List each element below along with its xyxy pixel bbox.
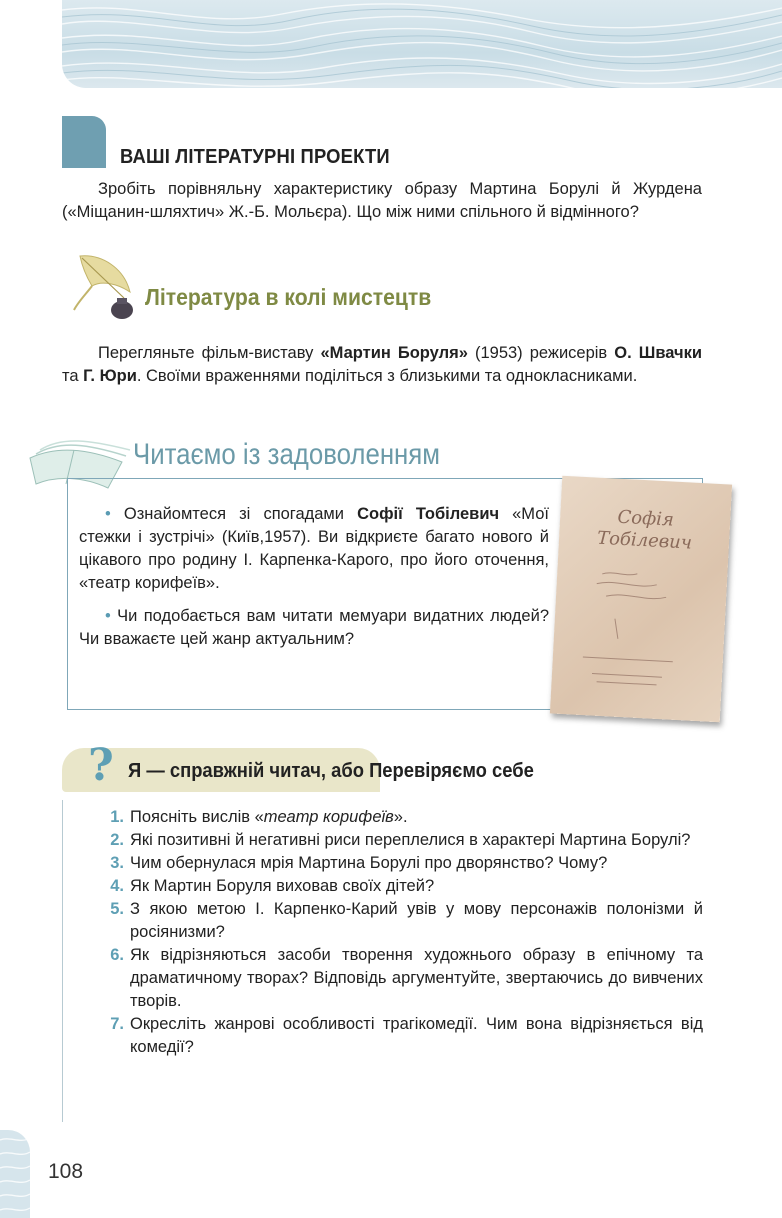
film-title: «Мартин Боруля» bbox=[320, 344, 468, 362]
footer-wave-decoration bbox=[0, 1130, 30, 1218]
art-heading: Література в колі мистецтв bbox=[145, 284, 432, 310]
quiz-number: 7. bbox=[110, 1015, 124, 1033]
question-mark-icon: ? bbox=[88, 740, 114, 791]
quiz-text: Які позитивні й негативні риси переплелися в характері Мартина Борулі? bbox=[130, 831, 691, 849]
director-name: О. Швачки bbox=[614, 344, 703, 362]
quiz-number: 3. bbox=[110, 854, 124, 872]
reading-bullet-2 bbox=[79, 605, 549, 651]
projects-paragraph: Зробіть порівняльну характеристику образу Мартина Борулі й Журдена («Міщанин-шляхтич» Ж.-Б. Мольєра). Що між ними спільного й відмінного? bbox=[62, 180, 702, 221]
art-text-part: (1953) режисерів bbox=[467, 344, 615, 362]
quiz-text: Окресліть жанрові особливості трагікомедії. Чим вона відрізняється від комедії? bbox=[130, 1015, 703, 1056]
reading-bullet-text: Чи подобається вам читати мемуари видатних людей? Чи вважаєте цей жанр актуальним? bbox=[79, 607, 549, 648]
reading-text bbox=[79, 503, 549, 651]
bullet-icon: • bbox=[105, 505, 124, 523]
quiz-text: Як Мартин Боруля виховав своїх дітей? bbox=[130, 877, 435, 895]
reading-bullet-1 bbox=[79, 503, 549, 595]
projects-text bbox=[62, 178, 702, 224]
cover-author: Софія Тобілевич bbox=[596, 506, 693, 554]
quiz-text bbox=[130, 806, 703, 829]
quiz-number: 2. bbox=[110, 831, 124, 849]
quiz-item bbox=[98, 806, 703, 829]
quiz-heading: Я — справжній читач, або Перевіряємо себе bbox=[128, 760, 534, 782]
memoir-book-cover-image bbox=[550, 476, 732, 723]
art-text-part: . Своїми враженнями поділіться з близькими та однокласниками. bbox=[136, 367, 638, 385]
quiz-text: Чим обернулася мрія Мартина Борулі про дворянство? Чому? bbox=[130, 854, 608, 872]
quiz-number: 1. bbox=[110, 808, 124, 826]
reading-bullet-text: «Мої стежки і зустрічі» (Київ,1957). Ви відкриєте багато нового й цікавого про родину І. Карпенка-Карого, про його оточення, «театр корифеїв». bbox=[79, 505, 550, 592]
art-text-part: Перегляньте фільм-виставу bbox=[98, 344, 321, 362]
header-wave-decoration bbox=[62, 0, 782, 88]
quiz-text-part: Поясніть вислів « bbox=[130, 808, 264, 826]
quiz-text: З якою метою І. Карпенко-Карий увів у мову персонажів полонізми й росіянизми? bbox=[130, 900, 703, 941]
art-text bbox=[62, 342, 702, 388]
memoir-author: Софії Тобілевич bbox=[357, 505, 500, 523]
quiz-item bbox=[98, 875, 703, 898]
quiz-number: 4. bbox=[110, 877, 124, 895]
wave-pattern-icon bbox=[0, 1130, 30, 1218]
section-marker bbox=[62, 116, 106, 168]
quiz-item bbox=[98, 898, 703, 944]
quiz-item bbox=[98, 852, 703, 875]
quiz-item bbox=[98, 1013, 703, 1059]
reading-bullet-text: Ознайомтеся зі спогадами bbox=[123, 505, 358, 523]
quiz-number: 6. bbox=[110, 946, 124, 964]
quiz-number: 5. bbox=[110, 900, 124, 918]
quiz-side-rule bbox=[62, 800, 63, 1122]
quiz-list bbox=[98, 806, 703, 1059]
cover-scribbles-icon bbox=[550, 476, 732, 723]
quiz-text-part: ». bbox=[393, 808, 408, 826]
bullet-icon: • bbox=[105, 607, 118, 625]
page-number: 108 bbox=[48, 1160, 84, 1183]
projects-heading: ВАШІ ЛІТЕРАТУРНІ ПРОЕКТИ bbox=[120, 146, 390, 168]
quiz-item bbox=[98, 829, 703, 852]
quiz-emphasis: театр корифеїв bbox=[263, 808, 394, 826]
director-name: Г. Юри bbox=[83, 367, 137, 385]
quiz-item bbox=[98, 944, 703, 1013]
quill-inkwell-icon bbox=[72, 250, 142, 325]
wave-pattern-icon bbox=[62, 0, 782, 88]
reading-heading: Читаємо із задоволенням bbox=[133, 438, 441, 471]
art-text-part: та bbox=[62, 367, 84, 385]
quiz-text: Як відрізняються засоби творення художнього образу в епічному та драматичному творах? Відповідь аргументуйте, звертаючись до вивчених творів. bbox=[130, 946, 703, 1010]
